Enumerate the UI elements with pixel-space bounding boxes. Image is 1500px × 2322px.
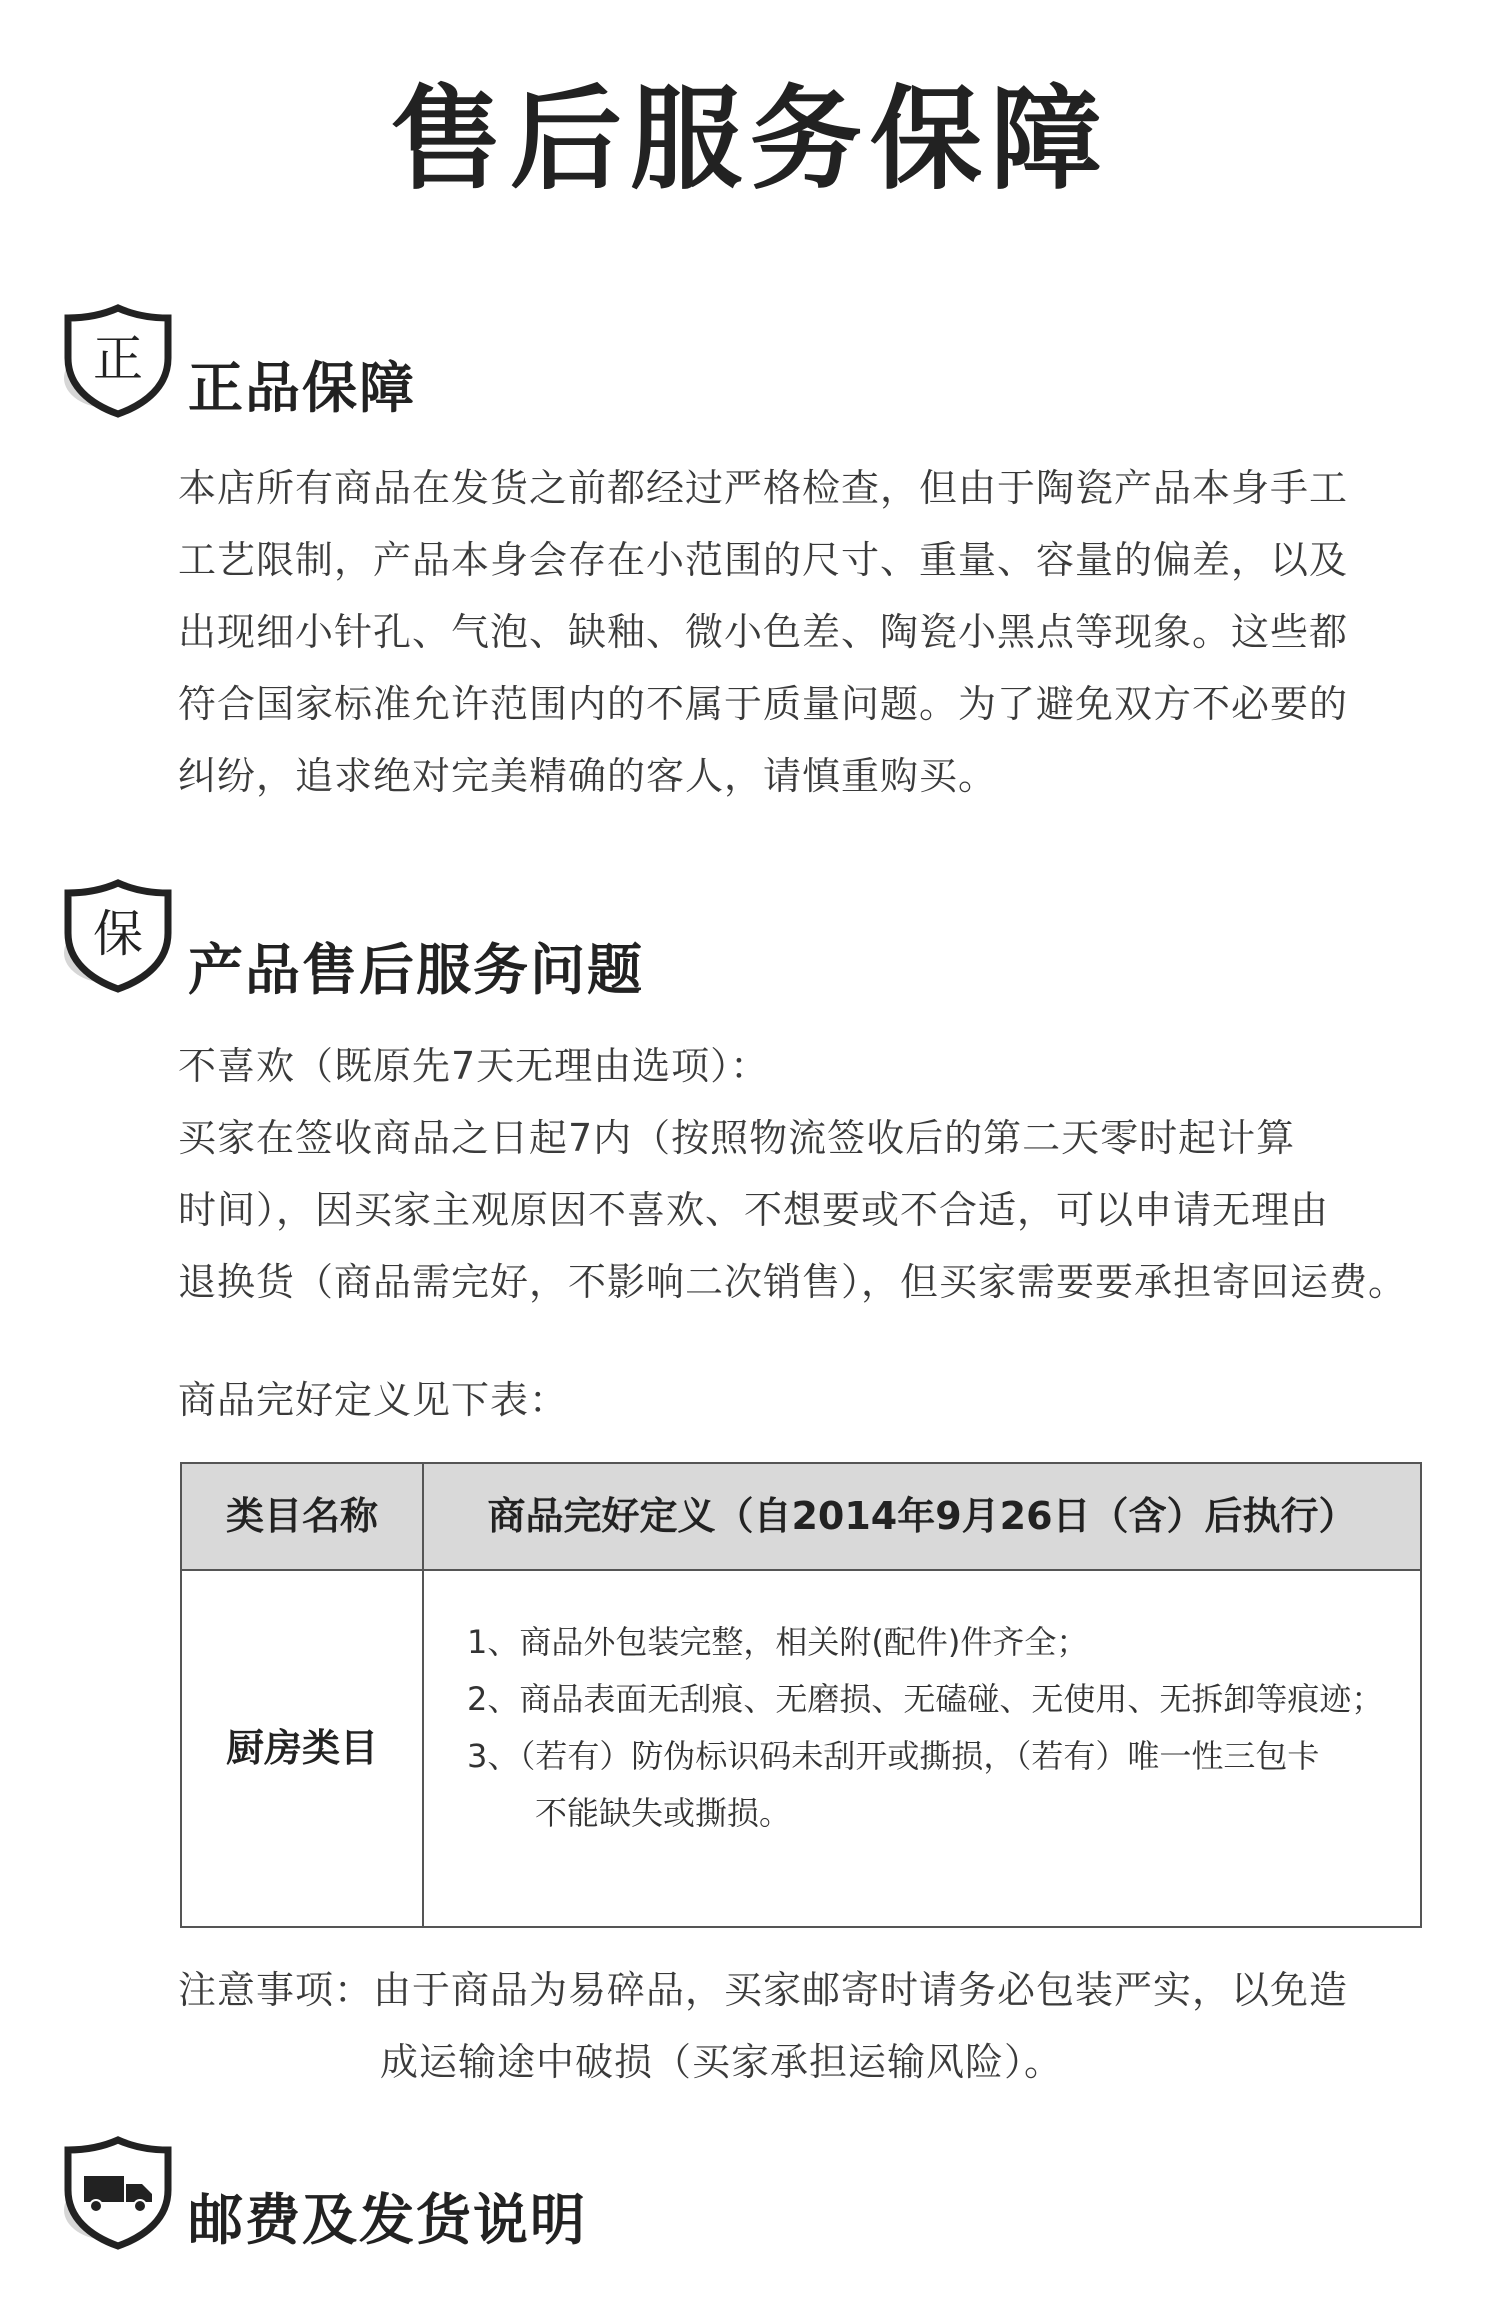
text-line: 买家在签收商品之日起7内（按照物流签收后的第二天零时起计算 [178,1116,1296,1160]
text-line: 注意事项：由于商品为易碎品，买家邮寄时请务必包装严实，以免造 [178,1968,1349,2012]
table-intro [178,1364,1458,1436]
definition-item: 3、（若有）防伪标识码未刮开或撕损，（若有）唯一性三包卡 [467,1737,1320,1775]
section-title-shipping: 邮费及发货说明 [188,2188,588,2252]
table-cell-definition [467,1614,1417,1842]
page-title: 售后服务保障 [390,75,1110,205]
definition-item: 2、商品表面无刮痕、无磨损、无磕碰、无使用、无拆卸等痕迹； [467,1680,1384,1718]
text-line: 出现细小针孔、气泡、缺釉、微小色差、陶瓷小黑点等现象。这些都 [178,610,1349,654]
text-line: 成运输途中破损（买家承担运输风险）。 [380,2040,1064,2084]
table-header-category: 类目名称 [225,1494,378,1538]
text-line: 商品完好定义见下表： [178,1378,569,1422]
section-after-sales-text [178,1030,1458,1318]
definition-item: 1、商品外包装完整，相关附(配件)件齐全； [467,1623,1089,1661]
text-line: 符合国家标准允许范围内的不属于质量问题。为了避免双方不必要的 [178,682,1349,726]
text-line: 纠纷，追求绝对完美精确的客人，请慎重购买。 [178,754,998,798]
text-line: 时间），因买家主观原因不喜欢、不想要或不合适，可以申请无理由 [178,1188,1330,1232]
section-authentic-text [178,452,1458,812]
section-title-after-sales: 产品售后服务问题 [188,938,645,1002]
badge-char: 保 [93,905,143,963]
text-line: 退换货（商品需完好，不影响二次销售），但买家需要要承担寄回运费。 [178,1260,1408,1304]
badge-char: 正 [93,330,143,388]
notice-text [178,1954,1458,2098]
text-line: 工艺限制，产品本身会存在小范围的尺寸、重量、容量的偏差，以及 [178,538,1349,582]
text-line: 本店所有商品在发货之前都经过严格检查，但由于陶瓷产品本身手工 [178,466,1349,510]
text-line: 不喜欢（既原先7天无理由选项）： [178,1044,770,1088]
definition-item: 不能缺失或撕损。 [535,1794,792,1832]
table-header-definition: 商品完好定义（自2014年9月26日（含）后执行） [487,1494,1357,1538]
shield-badge-truck [58,2132,178,2252]
section-title-authentic: 正品保障 [188,356,417,420]
shield-badge-zheng [58,300,178,420]
shield-badge-bao [58,875,178,995]
intact-definition-table [180,1462,1422,1928]
table-cell-category: 厨房类目 [225,1726,378,1770]
